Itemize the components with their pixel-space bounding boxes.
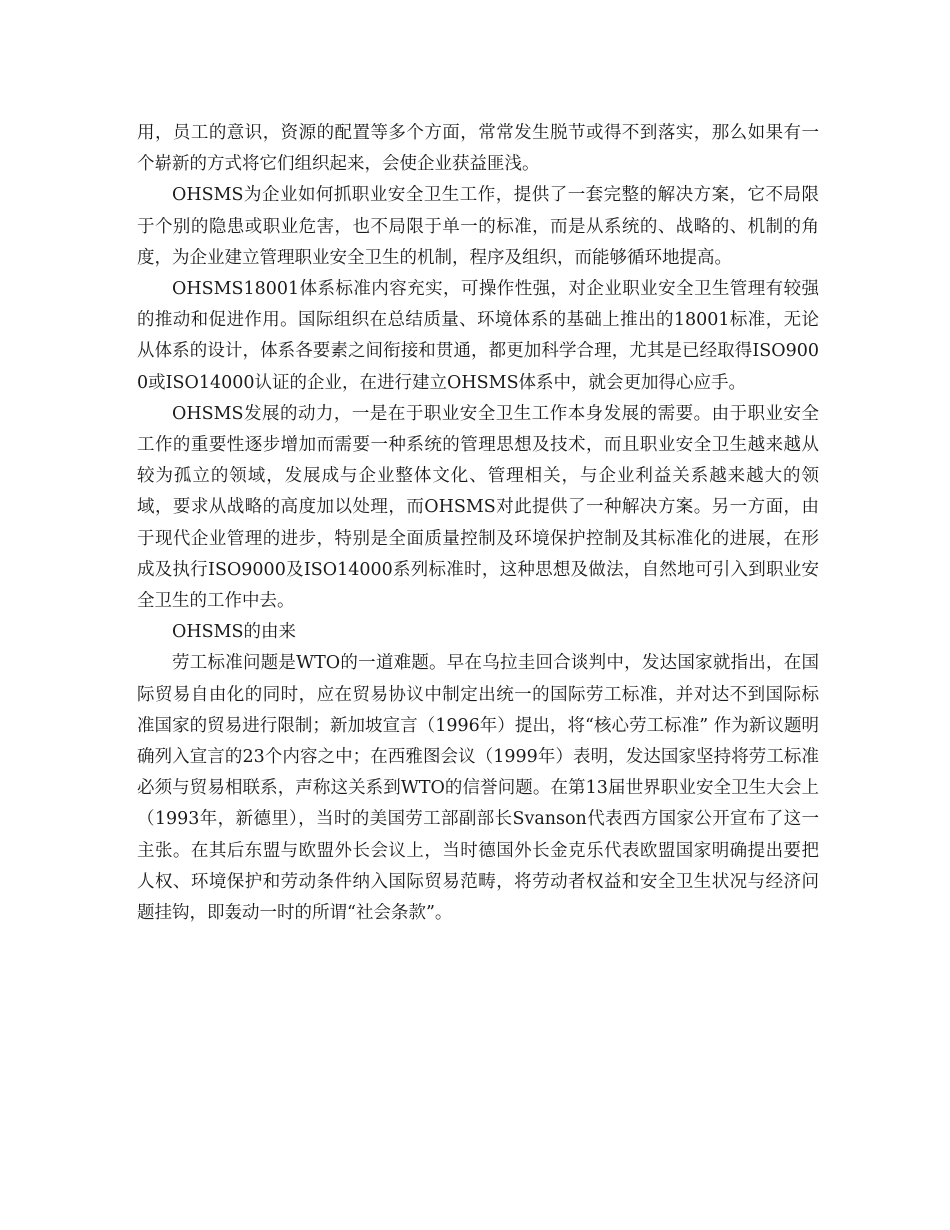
paragraph-ohsms18001-standard: OHSMS18001体系标准内容充实，可操作性强，对企业职业安全卫生管理有较强的推动和促进作用。国际组织在总结质量、环境体系的基础上推出的18001标准，无论从体系的设计，体系各要素之间衔接和贯通，都更加科学合理，尤其是已经取得ISO9000或ISO14000认证的企业，在进行建立OHSMS体系中，就会更加得心应手。 bbox=[137, 279, 819, 393]
paragraph-labor-standards: 劳工标准问题是WTO的一道难题。早在乌拉圭回合谈判中，发达国家就指出，在国际贸易自由化的同时，应在贸易协议中制定出统一的国际劳工标准，并对达不到国际标准国家的贸易进行限制；新加坡宣言（1996年）提出，将“核心劳工标准” 作为新议题明确列入宣言的23个内容之中；在西雅图会议（1999年）表明，发达国家坚持将劳工标准必须与贸易相联系，声称这关系到WTO的信誉问题。在第13届世界职业安全卫生大会上（1993年，新德里），当时的美国劳工部副部长Svanson代表西方国家公开宣布了这一主张。在其后东盟与欧盟外长会议上，当时德国外长金克乐代表欧盟国家明确提出要把人权、环境保护和劳动条件纳入国际贸易范畴，将劳动者权益和安全卫生状况与经济问题挂钩，即轰动一时的所谓“社会条款”。 bbox=[137, 653, 819, 924]
paragraph-ohsms-solution: OHSMS为企业如何抓职业安全卫生工作，提供了一套完整的解决方案，它不局限于个别的隐患或职业危害，也不局限于单一的标准，而是从系统的、战略的、机制的角度，为企业建立管理职业安全卫生的机制，程序及组织，而能够循环地提高。 bbox=[137, 185, 819, 268]
document-body bbox=[137, 118, 819, 929]
paragraph-ohsms-development: OHSMS发展的动力，一是在于职业安全卫生工作本身发展的需要。由于职业安全工作的重要性逐步增加而需要一种系统的管理思想及技术，而且职业安全卫生越来越从较为孤立的领域，发展成与企业整体文化、管理相关，与企业利益关系越来越大的领域，要求从战略的高度加以处理，而OHSMS对此提供了一种解决方案。另一方面，由于现代企业管理的进步，特别是全面质量控制及环境保护控制及其标准化的进展，在形成及执行ISO9000及ISO14000系列标准时，这种思想及做法，自然地可引入到职业安全卫生的工作中去。 bbox=[137, 403, 819, 612]
paragraph-continued: 用，员工的意识，资源的配置等多个方面，常常发生脱节或得不到落实，那么如果有一个崭新的方式将它们组织起来，会使企业获益匪浅。 bbox=[137, 123, 819, 175]
section-heading: OHSMS的由来 bbox=[172, 622, 297, 643]
